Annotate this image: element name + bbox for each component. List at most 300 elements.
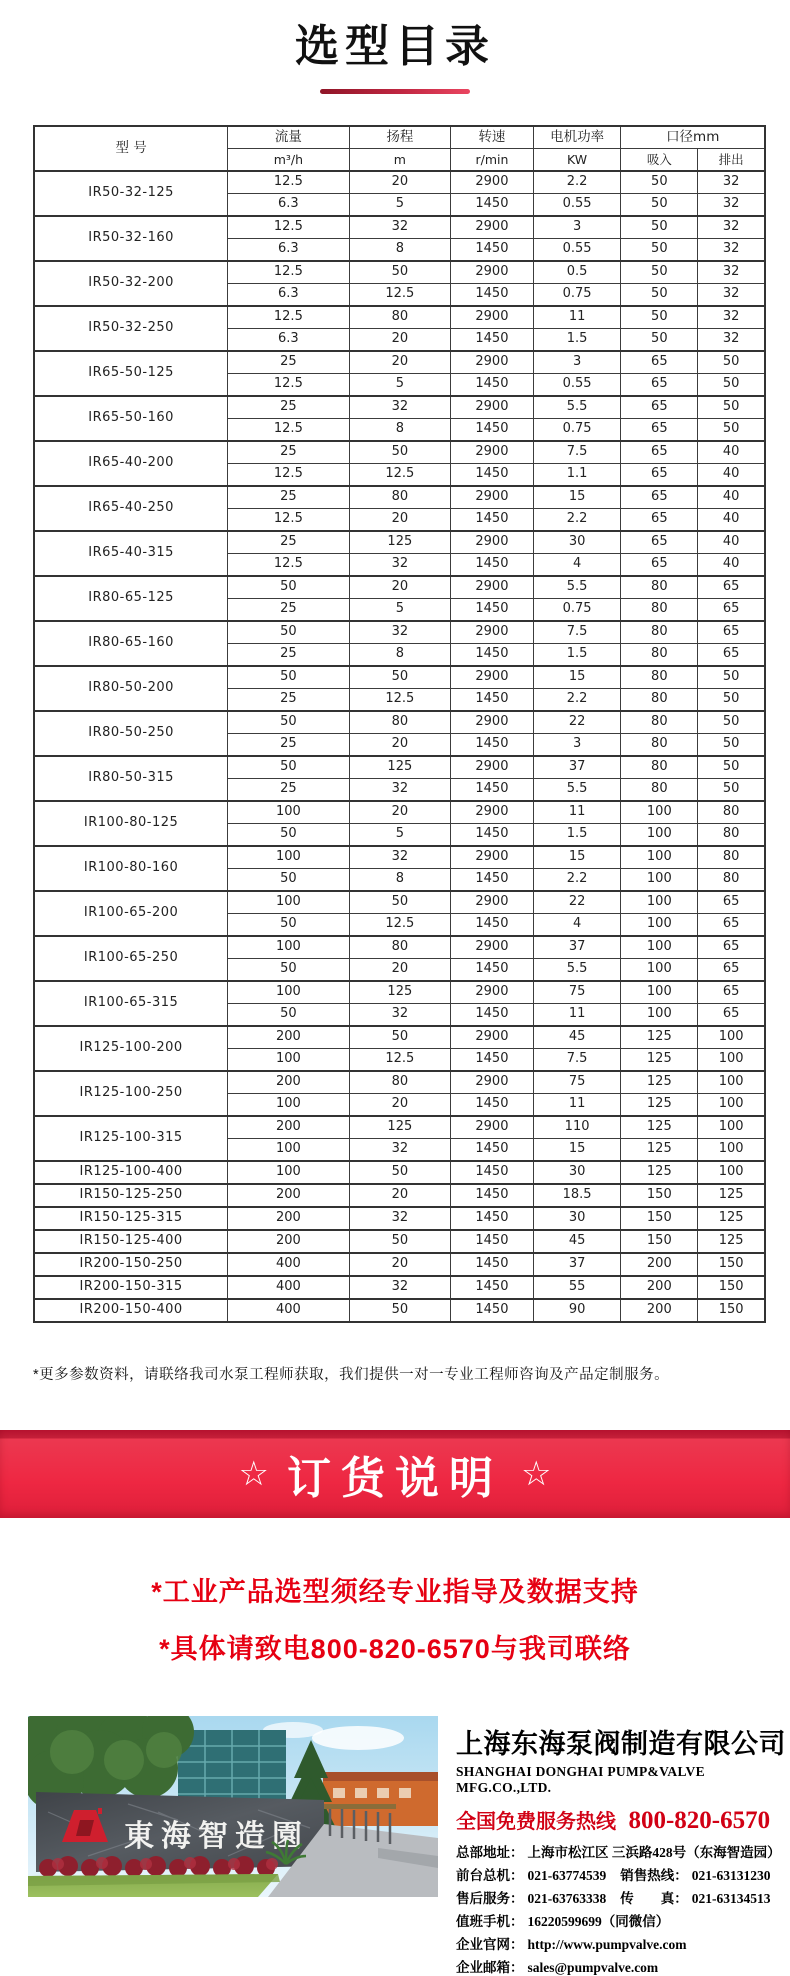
value-cell: 1450 xyxy=(451,509,534,532)
value-cell: 25 xyxy=(228,441,349,464)
value-cell: 1450 xyxy=(451,374,534,397)
table-row xyxy=(34,801,765,824)
value-cell: 100 xyxy=(621,801,698,824)
value-cell: 75 xyxy=(533,1071,621,1094)
value-cell: 100 xyxy=(228,846,349,869)
value-cell: 25 xyxy=(228,689,349,712)
pump-spec-table xyxy=(33,125,766,1323)
model-cell: IR100-80-160 xyxy=(34,846,228,891)
value-cell: 65 xyxy=(698,1004,765,1027)
value-cell: 125 xyxy=(621,1139,698,1162)
model-cell: IR150-125-250 xyxy=(34,1184,228,1207)
value-cell: 20 xyxy=(349,329,451,352)
table-row xyxy=(34,396,765,419)
value-cell: 15 xyxy=(533,486,621,509)
value-cell: 30 xyxy=(533,1207,621,1230)
value-cell: 100 xyxy=(621,981,698,1004)
value-cell: 20 xyxy=(349,509,451,532)
contact-value: 021-63134513 xyxy=(691,1891,771,1906)
value-cell: 50 xyxy=(698,734,765,757)
value-cell: 20 xyxy=(349,576,451,599)
value-cell: 32 xyxy=(349,396,451,419)
hotline-label: 全国免费服务热线 xyxy=(456,1811,616,1833)
contact-line xyxy=(456,1956,786,1976)
value-cell: 100 xyxy=(698,1139,765,1162)
value-cell: 50 xyxy=(698,419,765,442)
value-cell: 80 xyxy=(621,734,698,757)
value-cell: 40 xyxy=(698,531,765,554)
value-cell: 50 xyxy=(698,711,765,734)
table-row xyxy=(34,1299,765,1322)
value-cell: 32 xyxy=(698,239,765,262)
value-cell: 32 xyxy=(698,194,765,217)
value-cell: 2900 xyxy=(451,531,534,554)
value-cell: 32 xyxy=(349,554,451,577)
table-row xyxy=(34,1184,765,1207)
value-cell: 150 xyxy=(698,1299,765,1322)
value-cell: 1450 xyxy=(451,1094,534,1117)
value-cell: 5 xyxy=(349,599,451,622)
value-cell: 200 xyxy=(621,1299,698,1322)
value-cell: 80 xyxy=(621,666,698,689)
value-cell: 50 xyxy=(698,374,765,397)
value-cell: 2.2 xyxy=(533,171,621,194)
value-cell: 0.75 xyxy=(533,284,621,307)
table-row xyxy=(34,711,765,734)
value-cell: 80 xyxy=(621,599,698,622)
value-cell: 30 xyxy=(533,531,621,554)
value-cell: 2900 xyxy=(451,711,534,734)
value-cell: 25 xyxy=(228,599,349,622)
value-cell: 32 xyxy=(349,1139,451,1162)
contact-value: 021-63131230 xyxy=(691,1868,771,1883)
value-cell: 12.5 xyxy=(228,554,349,577)
value-cell: 20 xyxy=(349,1094,451,1117)
value-cell: 200 xyxy=(228,1230,349,1253)
table-row xyxy=(34,171,765,194)
value-cell: 200 xyxy=(228,1207,349,1230)
value-cell: 20 xyxy=(349,171,451,194)
model-cell: IR150-125-315 xyxy=(34,1207,228,1230)
value-cell: 50 xyxy=(349,1299,451,1322)
value-cell: 2900 xyxy=(451,891,534,914)
value-cell: 65 xyxy=(621,351,698,374)
value-cell: 0.55 xyxy=(533,194,621,217)
model-cell: IR80-50-200 xyxy=(34,666,228,711)
table-row xyxy=(34,351,765,374)
table-row xyxy=(34,1071,765,1094)
header-outlet: 排出 xyxy=(698,149,765,172)
value-cell: 32 xyxy=(698,284,765,307)
value-cell: 1450 xyxy=(451,419,534,442)
value-cell: 37 xyxy=(533,936,621,959)
value-cell: 200 xyxy=(228,1184,349,1207)
value-cell: 32 xyxy=(698,306,765,329)
value-cell: 150 xyxy=(621,1207,698,1230)
value-cell: 125 xyxy=(621,1161,698,1184)
contact-value: 021-63763338 xyxy=(527,1891,607,1906)
value-cell: 200 xyxy=(228,1071,349,1094)
value-cell: 400 xyxy=(228,1299,349,1322)
value-cell: 90 xyxy=(533,1299,621,1322)
value-cell: 12.5 xyxy=(349,284,451,307)
value-cell: 200 xyxy=(621,1253,698,1276)
value-cell: 12.5 xyxy=(228,419,349,442)
photo-sign-text: 東海智造園 xyxy=(124,1819,309,1854)
value-cell: 1450 xyxy=(451,959,534,982)
contact-line xyxy=(456,1887,786,1907)
model-cell: IR80-50-315 xyxy=(34,756,228,801)
table-row xyxy=(34,1253,765,1276)
value-cell: 50 xyxy=(349,1026,451,1049)
value-cell: 32 xyxy=(349,1004,451,1027)
value-cell: 65 xyxy=(698,936,765,959)
value-cell: 100 xyxy=(228,801,349,824)
value-cell: 50 xyxy=(349,891,451,914)
value-cell: 4 xyxy=(533,914,621,937)
value-cell: 12.5 xyxy=(349,1049,451,1072)
value-cell: 80 xyxy=(621,621,698,644)
value-cell: 80 xyxy=(349,1071,451,1094)
model-cell: IR125-100-400 xyxy=(34,1161,228,1184)
value-cell: 8 xyxy=(349,419,451,442)
value-cell: 65 xyxy=(698,621,765,644)
value-cell: 7.5 xyxy=(533,621,621,644)
value-cell: 65 xyxy=(698,959,765,982)
table-header xyxy=(34,126,765,171)
value-cell: 1450 xyxy=(451,689,534,712)
value-cell: 125 xyxy=(621,1094,698,1117)
value-cell: 2900 xyxy=(451,306,534,329)
value-cell: 1450 xyxy=(451,1004,534,1027)
model-cell: IR50-32-200 xyxy=(34,261,228,306)
value-cell: 5.5 xyxy=(533,779,621,802)
value-cell: 65 xyxy=(621,396,698,419)
value-cell: 2900 xyxy=(451,801,534,824)
header-inlet: 吸入 xyxy=(621,149,698,172)
value-cell: 12.5 xyxy=(228,171,349,194)
value-cell: 100 xyxy=(621,959,698,982)
value-cell: 5.5 xyxy=(533,576,621,599)
value-cell: 11 xyxy=(533,1004,621,1027)
value-cell: 125 xyxy=(349,981,451,1004)
header-head-unit: m xyxy=(349,149,451,172)
model-cell: IR65-50-160 xyxy=(34,396,228,441)
contact-label: 总部地址： xyxy=(456,1845,524,1860)
company-name-cn: 上海东海泵阀制造有限公司 xyxy=(456,1729,786,1759)
value-cell: 50 xyxy=(228,824,349,847)
value-cell: 100 xyxy=(228,891,349,914)
value-cell: 22 xyxy=(533,711,621,734)
contact-label: 企业邮箱： xyxy=(456,1960,524,1975)
table-row xyxy=(34,936,765,959)
value-cell: 80 xyxy=(698,824,765,847)
value-cell: 0.75 xyxy=(533,419,621,442)
value-cell: 12.5 xyxy=(349,464,451,487)
star-icon: ☆ xyxy=(521,1455,552,1493)
value-cell: 50 xyxy=(349,666,451,689)
value-cell: 1.5 xyxy=(533,644,621,667)
value-cell: 80 xyxy=(621,689,698,712)
value-cell: 65 xyxy=(621,419,698,442)
value-cell: 18.5 xyxy=(533,1184,621,1207)
model-cell: IR50-32-125 xyxy=(34,171,228,216)
contact-value: 上海市松江区 三浜路428号（东海智造园） xyxy=(527,1845,781,1860)
value-cell: 40 xyxy=(698,554,765,577)
value-cell: 1450 xyxy=(451,1253,534,1276)
table-row xyxy=(34,441,765,464)
value-cell: 45 xyxy=(533,1230,621,1253)
value-cell: 100 xyxy=(698,1071,765,1094)
value-cell: 2900 xyxy=(451,216,534,239)
value-cell: 1450 xyxy=(451,644,534,667)
value-cell: 5.5 xyxy=(533,959,621,982)
value-cell: 1450 xyxy=(451,824,534,847)
value-cell: 40 xyxy=(698,464,765,487)
value-cell: 11 xyxy=(533,306,621,329)
value-cell: 32 xyxy=(349,216,451,239)
value-cell: 50 xyxy=(349,1161,451,1184)
header-speed: 转速 xyxy=(451,126,534,149)
value-cell: 5 xyxy=(349,824,451,847)
value-cell: 6.3 xyxy=(228,329,349,352)
hotline-number: 800-820-6570 xyxy=(628,1807,771,1834)
company-section xyxy=(28,1716,786,1976)
header-flow-unit: m³/h xyxy=(228,149,349,172)
value-cell: 65 xyxy=(698,981,765,1004)
value-cell: 0.5 xyxy=(533,261,621,284)
value-cell: 2900 xyxy=(451,1116,534,1139)
value-cell: 80 xyxy=(349,711,451,734)
value-cell: 1450 xyxy=(451,1139,534,1162)
value-cell: 50 xyxy=(228,756,349,779)
value-cell: 150 xyxy=(698,1253,765,1276)
value-cell: 110 xyxy=(533,1116,621,1139)
value-cell: 12.5 xyxy=(349,689,451,712)
value-cell: 2.2 xyxy=(533,869,621,892)
table-row xyxy=(34,306,765,329)
value-cell: 1450 xyxy=(451,1184,534,1207)
value-cell: 100 xyxy=(698,1026,765,1049)
contact-label: 企业官网： xyxy=(456,1937,524,1952)
value-cell: 75 xyxy=(533,981,621,1004)
header-model: 型 号 xyxy=(34,126,228,171)
value-cell: 100 xyxy=(621,1004,698,1027)
value-cell: 6.3 xyxy=(228,239,349,262)
value-cell: 65 xyxy=(698,644,765,667)
value-cell: 1450 xyxy=(451,1161,534,1184)
contact-value: http://www.pumpvalve.com xyxy=(527,1937,687,1952)
value-cell: 80 xyxy=(698,846,765,869)
title-underline-decoration xyxy=(320,89,470,94)
value-cell: 2900 xyxy=(451,576,534,599)
value-cell: 50 xyxy=(349,261,451,284)
company-photo xyxy=(28,1716,438,1897)
value-cell: 100 xyxy=(228,936,349,959)
contact-line xyxy=(456,1910,786,1930)
value-cell: 25 xyxy=(228,779,349,802)
value-cell: 1450 xyxy=(451,869,534,892)
value-cell: 2900 xyxy=(451,486,534,509)
value-cell: 100 xyxy=(228,1094,349,1117)
value-cell: 30 xyxy=(533,1161,621,1184)
value-cell: 32 xyxy=(349,621,451,644)
value-cell: 80 xyxy=(349,306,451,329)
value-cell: 50 xyxy=(228,711,349,734)
table-row xyxy=(34,1276,765,1299)
order-info-banner xyxy=(0,1430,790,1518)
table-row xyxy=(34,531,765,554)
value-cell: 40 xyxy=(698,509,765,532)
header-diameter: 口径mm xyxy=(621,126,765,149)
value-cell: 125 xyxy=(621,1049,698,1072)
value-cell: 50 xyxy=(228,959,349,982)
value-cell: 25 xyxy=(228,644,349,667)
value-cell: 2900 xyxy=(451,666,534,689)
value-cell: 100 xyxy=(698,1161,765,1184)
table-row xyxy=(34,1116,765,1139)
value-cell: 50 xyxy=(228,621,349,644)
spec-table-wrap xyxy=(33,125,766,1323)
value-cell: 50 xyxy=(228,576,349,599)
value-cell: 20 xyxy=(349,734,451,757)
value-cell: 2900 xyxy=(451,1071,534,1094)
contact-value: 16220599699（同微信） xyxy=(527,1914,670,1929)
model-cell: IR125-100-315 xyxy=(34,1116,228,1161)
contact-value: 021-63774539 xyxy=(527,1868,607,1883)
value-cell: 6.3 xyxy=(228,194,349,217)
value-cell: 12.5 xyxy=(228,374,349,397)
value-cell: 2900 xyxy=(451,441,534,464)
value-cell: 8 xyxy=(349,239,451,262)
value-cell: 1450 xyxy=(451,1049,534,1072)
value-cell: 100 xyxy=(228,1139,349,1162)
value-cell: 80 xyxy=(621,644,698,667)
value-cell: 32 xyxy=(349,779,451,802)
value-cell: 40 xyxy=(698,441,765,464)
value-cell: 50 xyxy=(228,1004,349,1027)
model-cell: IR100-65-200 xyxy=(34,891,228,936)
value-cell: 125 xyxy=(349,756,451,779)
table-row xyxy=(34,981,765,1004)
contact-line xyxy=(456,1841,786,1861)
value-cell: 15 xyxy=(533,1139,621,1162)
value-cell: 125 xyxy=(698,1184,765,1207)
value-cell: 100 xyxy=(698,1094,765,1117)
value-cell: 1450 xyxy=(451,1276,534,1299)
value-cell: 50 xyxy=(698,666,765,689)
value-cell: 3 xyxy=(533,351,621,374)
value-cell: 50 xyxy=(621,216,698,239)
value-cell: 3 xyxy=(533,216,621,239)
value-cell: 50 xyxy=(698,396,765,419)
model-cell: IR125-100-250 xyxy=(34,1071,228,1116)
value-cell: 1450 xyxy=(451,1299,534,1322)
model-cell: IR80-50-250 xyxy=(34,711,228,756)
header-speed-unit: r/min xyxy=(451,149,534,172)
service-hotline xyxy=(456,1805,786,1835)
order-notes xyxy=(0,1570,790,1666)
model-cell: IR200-150-315 xyxy=(34,1276,228,1299)
value-cell: 12.5 xyxy=(228,306,349,329)
value-cell: 20 xyxy=(349,801,451,824)
value-cell: 20 xyxy=(349,1253,451,1276)
value-cell: 25 xyxy=(228,486,349,509)
value-cell: 100 xyxy=(698,1049,765,1072)
value-cell: 0.55 xyxy=(533,239,621,262)
table-row xyxy=(34,261,765,284)
value-cell: 1450 xyxy=(451,779,534,802)
value-cell: 12.5 xyxy=(349,914,451,937)
value-cell: 32 xyxy=(698,171,765,194)
value-cell: 7.5 xyxy=(533,1049,621,1072)
value-cell: 2900 xyxy=(451,351,534,374)
value-cell: 2900 xyxy=(451,936,534,959)
value-cell: 37 xyxy=(533,756,621,779)
value-cell: 32 xyxy=(698,329,765,352)
model-cell: IR100-65-250 xyxy=(34,936,228,981)
contact-line xyxy=(456,1864,786,1884)
contact-value: sales@pumpvalve.com xyxy=(527,1960,659,1975)
header-head: 扬程 xyxy=(349,126,451,149)
value-cell: 100 xyxy=(621,846,698,869)
value-cell: 4 xyxy=(533,554,621,577)
value-cell: 2900 xyxy=(451,261,534,284)
value-cell: 2900 xyxy=(451,756,534,779)
value-cell: 1450 xyxy=(451,329,534,352)
table-row xyxy=(34,1207,765,1230)
value-cell: 100 xyxy=(621,936,698,959)
contact-lines xyxy=(456,1841,786,1976)
model-cell: IR65-40-200 xyxy=(34,441,228,486)
value-cell: 3 xyxy=(533,734,621,757)
value-cell: 400 xyxy=(228,1276,349,1299)
value-cell: 32 xyxy=(349,846,451,869)
value-cell: 50 xyxy=(698,756,765,779)
value-cell: 12.5 xyxy=(228,464,349,487)
value-cell: 40 xyxy=(698,486,765,509)
value-cell: 32 xyxy=(349,1276,451,1299)
value-cell: 1450 xyxy=(451,1230,534,1253)
value-cell: 65 xyxy=(698,914,765,937)
value-cell: 125 xyxy=(698,1230,765,1253)
value-cell: 200 xyxy=(228,1116,349,1139)
value-cell: 20 xyxy=(349,1184,451,1207)
value-cell: 8 xyxy=(349,644,451,667)
order-info-title: 订货说明 xyxy=(287,1454,503,1503)
model-cell: IR150-125-400 xyxy=(34,1230,228,1253)
value-cell: 200 xyxy=(228,1026,349,1049)
value-cell: 80 xyxy=(698,801,765,824)
value-cell: 32 xyxy=(698,216,765,239)
value-cell: 1450 xyxy=(451,194,534,217)
value-cell: 12.5 xyxy=(228,261,349,284)
value-cell: 5 xyxy=(349,374,451,397)
value-cell: 80 xyxy=(698,869,765,892)
value-cell: 1450 xyxy=(451,599,534,622)
value-cell: 50 xyxy=(621,261,698,284)
value-cell: 50 xyxy=(349,1230,451,1253)
value-cell: 65 xyxy=(698,891,765,914)
value-cell: 50 xyxy=(228,914,349,937)
contact-label: 值班手机： xyxy=(456,1914,524,1929)
value-cell: 100 xyxy=(621,891,698,914)
value-cell: 11 xyxy=(533,801,621,824)
model-cell: IR50-32-250 xyxy=(34,306,228,351)
value-cell: 50 xyxy=(698,689,765,712)
value-cell: 8 xyxy=(349,869,451,892)
value-cell: 65 xyxy=(621,509,698,532)
